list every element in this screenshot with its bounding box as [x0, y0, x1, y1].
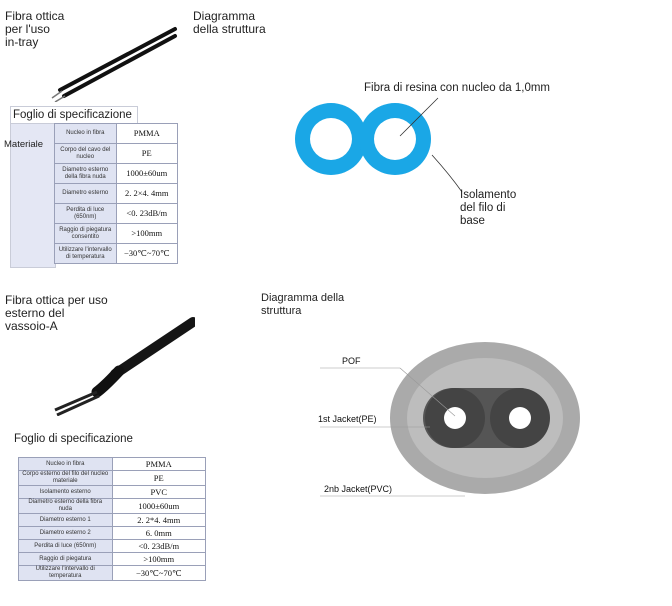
- top-diagram-title: Diagramma della struttura: [193, 9, 266, 36]
- spec-row: [19, 458, 206, 471]
- pof-label: POF: [342, 356, 361, 366]
- spec-row: [19, 540, 206, 553]
- spec-label: Raggio di piegatura: [19, 553, 113, 566]
- spec-row: [19, 566, 206, 581]
- spec-label: Corpo del cavo del nucleo: [55, 144, 117, 164]
- top-materials-label: Materiale: [4, 139, 44, 150]
- spec-value: >100mm: [112, 553, 206, 566]
- spec-value: PMMA: [112, 458, 206, 471]
- top-spec-table: [54, 123, 178, 264]
- spec-label: Corpo esterno del filo del nucleo materiale: [19, 471, 113, 486]
- spec-row: [19, 499, 206, 514]
- spec-value: 2. 2×4. 4mm: [116, 184, 178, 204]
- spec-row: [19, 471, 206, 486]
- top-diagram-leaders: [380, 90, 480, 200]
- bottom-product-title: Fibra ottica per uso esterno del vassoio-A: [5, 293, 108, 333]
- top-cable-image: [50, 26, 180, 102]
- spec-label: Diametro esterno 2: [19, 527, 113, 540]
- spec-label: Utilizzare l'intervallo di temperatura: [55, 244, 117, 264]
- spec-label: Perdita di luce (650nm): [55, 204, 117, 224]
- right-pof-core: [509, 407, 531, 429]
- spec-label: Raggio di piegatura consentito: [55, 224, 117, 244]
- left-pof-core: [444, 407, 466, 429]
- spec-value: 1000±60um: [112, 499, 206, 514]
- spec-label: Diametro esterno: [55, 184, 117, 204]
- spec-label: Diametro esterno della fibra nuda: [19, 499, 113, 514]
- spec-row: [55, 164, 178, 184]
- left-core: [310, 118, 352, 160]
- spec-row: [19, 514, 206, 527]
- spec-label: Perdita di luce (650nm): [19, 540, 113, 553]
- spec-label: Isolamento esterno: [19, 486, 113, 499]
- spec-label: Nucleo in fibra: [19, 458, 113, 471]
- spec-value: −30℃~70℃: [112, 566, 206, 581]
- spec-row: [19, 486, 206, 499]
- bottom-cable-image: [45, 316, 195, 416]
- spec-row: [19, 553, 206, 566]
- spec-value: <0. 23dB/m: [112, 540, 206, 553]
- spec-row: [55, 124, 178, 144]
- spec-row: [55, 144, 178, 164]
- top-core-label: Fibra di resina con nucleo da 1,0mm: [364, 82, 551, 94]
- top-insulation-label: Isolamento del filo di base: [460, 189, 517, 227]
- spec-label: Nucleo in fibra: [55, 124, 117, 144]
- top-spec-title: Foglio di specificazione: [13, 109, 132, 121]
- spec-row: [19, 527, 206, 540]
- spec-value: <0. 23dB/m: [116, 204, 178, 224]
- spec-value: >100mm: [116, 224, 178, 244]
- bottom-spec-title: Foglio di specificazione: [14, 433, 133, 445]
- jacket1-label: 1st Jacket(PE): [318, 414, 377, 424]
- jacket2-label: 2nb Jacket(PVC): [324, 484, 393, 494]
- bottom-diagram-title: Diagramma della struttura: [261, 292, 345, 317]
- spec-value: PE: [116, 144, 178, 164]
- spec-value: −30℃~70℃: [116, 244, 178, 264]
- spec-row: [55, 224, 178, 244]
- spec-value: PVC: [112, 486, 206, 499]
- bottom-spec-table: [18, 457, 206, 581]
- spec-value: PMMA: [116, 124, 178, 144]
- spec-label: Diametro esterno 1: [19, 514, 113, 527]
- spec-label: Utilizzare l'intervallo di temperatura: [19, 566, 113, 581]
- spec-row: [55, 244, 178, 264]
- top-product-title: Fibra ottica per l'uso in-tray: [5, 9, 65, 49]
- spec-value: PE: [112, 471, 206, 486]
- spec-value: 6. 0mm: [112, 527, 206, 540]
- spec-row: [55, 204, 178, 224]
- spec-row: [55, 184, 178, 204]
- spec-value: 2. 2*4. 4mm: [112, 514, 206, 527]
- top-spec-header: [10, 106, 138, 124]
- spec-label: Diametro esterno della fibra nuda: [55, 164, 117, 184]
- spec-value: 1000±60um: [116, 164, 178, 184]
